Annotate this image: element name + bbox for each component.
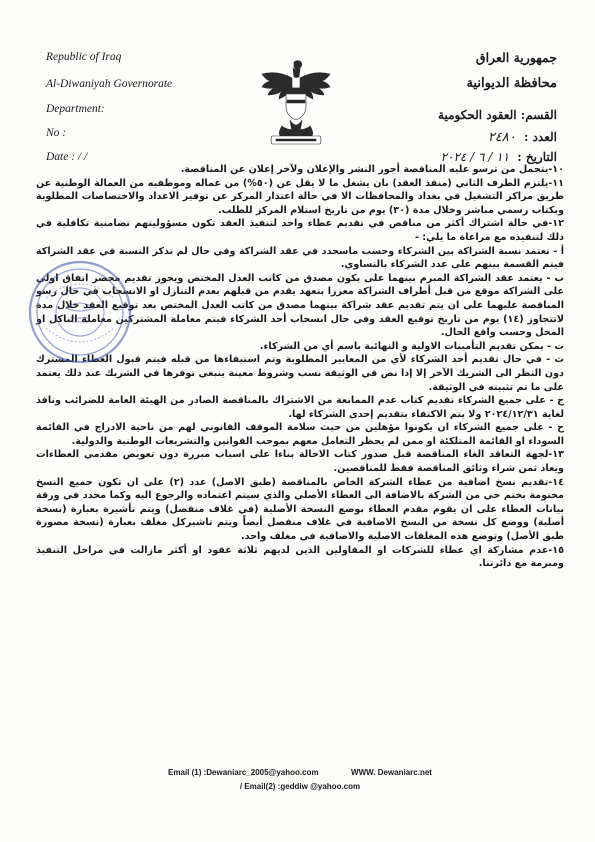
header-department-ar: القسم: العقود الحكومية — [438, 108, 557, 122]
clause-12-b: ب - يعتمد عقد الشراكة المبرم بينهما على يكون مصدق من كاتب العدل المختص ويجوز تقديم محضر اتفاق اولي على الشراكة موقع من قبل أطراف الشراكة معززا بتعهد يقدم من قبلهم بعدم التنازل او الانسحاب في حال رسو المناقصة عليهما على ان يتم تقديم عقد شراكة بينهما مصدق من كاتب العدل المختص بعد توقيع العقد خلال مدة لاتتجاوز (١٤) يوم من تاريخ توقيع العقد وفي حال انسحاب أحد الشركاء فيتم معاملة المشتركين معاملة الناكل او المخل وحسب واقع الحال. — [36, 272, 564, 339]
clause-11: ١١-يلتزم الطرف الثاني (منفذ العقد) بان يشغل ما لا يقل عن (٥٠%) من عماله وموظفيه من العمالة الوطنية عن طريق مراكز التشغيل في بغداد والمحافظات الا في حالة اعتذار المركز عن توفير الاعداد والاختصاصات المطلوبة وبكتاب رسمي مباشر وخلال مدة (٣٠) يوم من تاريخ استلام المركز للطلب. — [36, 177, 564, 216]
clause-12-t: ت - يمكن تقديم التأمينات الاولية و النهائية باسم أي من الشركاء. — [259, 340, 564, 352]
header-governorate-ar: محافظة الديوانية — [466, 76, 557, 91]
clause-12: ١٢-في حالة اشتراك أكثر من مناقص في تقديم عطاء واحد لتنفيذ العقد تكون مسؤوليتهم تضامنية تكافلية في ذلك لتنفيذه مع مراعاة ما يلي: - — [36, 218, 564, 243]
clause-10: ١٠-يتحمل من ترسو عليه المناقصة أجور النشر والإعلان ولآخر إعلان عن المناقصة. — [180, 164, 564, 175]
document-body — [36, 163, 564, 703]
clause-12-a: أ - تعتمد نسبة الشراكة بين الشركاء وحسب ماسحدد في عقد الشراكة وفي حال لم تذكر النسبة في عقد الشراكة فيتم القسمة بينهم على عدد الشركاء بالتساوي. — [36, 245, 564, 271]
header-date-value: ١١ / ٦ / ٢٠٢٤ — [440, 150, 510, 164]
footer-email-1: Email (1) :Dewaniarc_2005@yahoo.com — [168, 768, 319, 777]
header-country-ar: جمهورية العراق — [475, 50, 557, 65]
header-date-ar — [441, 150, 557, 164]
document-footer — [100, 766, 500, 794]
clause-12-th: ث - في حال تقديم أحد الشركاء لأي من المعايير المطلوبة وتم استيفاءها من قبله فيتم قبول العطاء المشترك دون النظر الى الشريك الآخر إلا إذا نص في الوثيقة نسب وشروط معينة ينبغي توفرها في الشريك عند ذلك يعتمد على ما تم تثبيته في الوثيقة. — [36, 354, 564, 393]
header-number-en: No : — [46, 127, 67, 139]
iraq-eagle-emblem-icon — [254, 56, 338, 148]
header-country-en: Republic of Iraq — [46, 51, 122, 63]
clause-14: ١٤-تقديم نسخ اضافية من عطاء الشركة الخاص بالمناقصة (طبق الاصل) عدد (٢) على ان تكون جميع النسخ مختومة بختم حي من الشركة بالاضافة الى العطاء الأصلي والذي سيتم اعتماده والرجوع اليه وكما محدد في ورقة بيانات العطاء على ان يقوم مقدم العطاء بوضع النسخة الأصلية (في غلاف منفصل) ويتم تأشيرة بعبارة (نسخة أصلية) ووضع كل نسخة من النسخ الاضافية في غلاف منفصل أيضاً ويتم تاشيركل مغلف بعبارة (نسخة مصورة طبق الأصل) وتوضع هذه المغلفات الاصلية والاضافية في مغلف واحد. — [36, 476, 565, 543]
clause-12-h: ح - على جميع الشركاء ان يكونوا مؤهلين من حيث سلامة الموقف القانوني لهم من ناحية الادراج في القائمة السوداء او القائمة المتلكئة او ممن لم يحظر التعامل معهم بموجب القوانين والتشريعات الوطنية والدولية. — [36, 422, 564, 447]
footer-website: WWW. Dewaniarc.net — [351, 768, 432, 777]
footer-email-2: / Email(2) :geddiw @yahoo.com — [239, 782, 361, 791]
clause-12-j: ج - على جميع الشركاء تقديم كتاب عدم الممانعة من الاشتراك بالمناقصة الصادر من الهيئة العامة للضرائب ونافذ لغاية ٢٠٢٤/١٢/٣١ ولا يتم الاكتفاء بتقديم إحدى الشركاء لها. — [36, 395, 564, 420]
header-number-label: العدد : — [523, 130, 557, 144]
header-date-label: التاريخ : — [517, 150, 557, 164]
header-governorate-en: Al-Diwaniyah Governorate — [46, 78, 173, 90]
header-number-value: ٢٤٨٠ — [487, 130, 516, 145]
header-date-en: Date : / / — [46, 151, 88, 163]
clause-15: ١٥-عدم مشاركة اي عطاء للشركات او المقاولين الذين لديهم ثلاثة عقود او أكثر مازالت في مراحل التنفيذ ومبرمة مع دائرتنا. — [36, 544, 564, 570]
official-stamp-icon — [26, 258, 134, 366]
header-number-ar — [488, 130, 557, 145]
header-department-en: Department: — [46, 103, 105, 115]
clause-13: ١٣-لجهة التعاقد الغاء المناقصة قبل صدور كتاب الاحالة بناءا على اسباب مبررة دون تعويض مقدمي العطاءات ويعاد ثمن شراء وثائق المناقصة فقط للمناقصين. — [36, 449, 564, 475]
